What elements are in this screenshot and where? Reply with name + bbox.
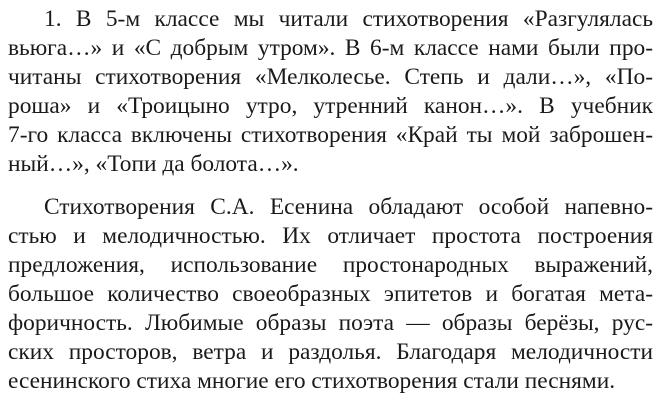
text-line: предложения, использование простонародных выражений, xyxy=(8,252,653,278)
text-line: роша» и «Троицыно утро, утренний канон…». В учебник xyxy=(8,93,653,119)
text-line: Стихотворения С.А. Есенина обладают особой напевно- xyxy=(44,194,653,220)
text-line: большое количество своеобразных эпитетов и богатая мета- xyxy=(8,281,653,307)
text-line: 7-го класса включены стихотворения «Край ты мой заброшен- xyxy=(8,122,653,148)
text-line: читаны стихотворения «Мелколесье. Степь и дали…», «По- xyxy=(8,64,653,90)
text-line: вьюга…» и «С добрым утром». В 6-м классе нами были про- xyxy=(8,35,653,61)
text-line: ный…», «Топи да болота…». xyxy=(8,151,299,177)
text-line: есенинского стиха многие его стихотворения стали песнями. xyxy=(8,368,616,394)
text-line: 1. В 5-м классе мы читали стихотворения «Разгулялась xyxy=(44,6,653,32)
text-line: стью и мелодичностью. Их отличает простота построения xyxy=(8,223,653,249)
text-line: форичность. Любимые образы поэта — образы берёзы, рус- xyxy=(8,310,653,336)
text-line: ских просторов, ветра и раздолья. Благодаря мелодичности xyxy=(8,339,653,365)
